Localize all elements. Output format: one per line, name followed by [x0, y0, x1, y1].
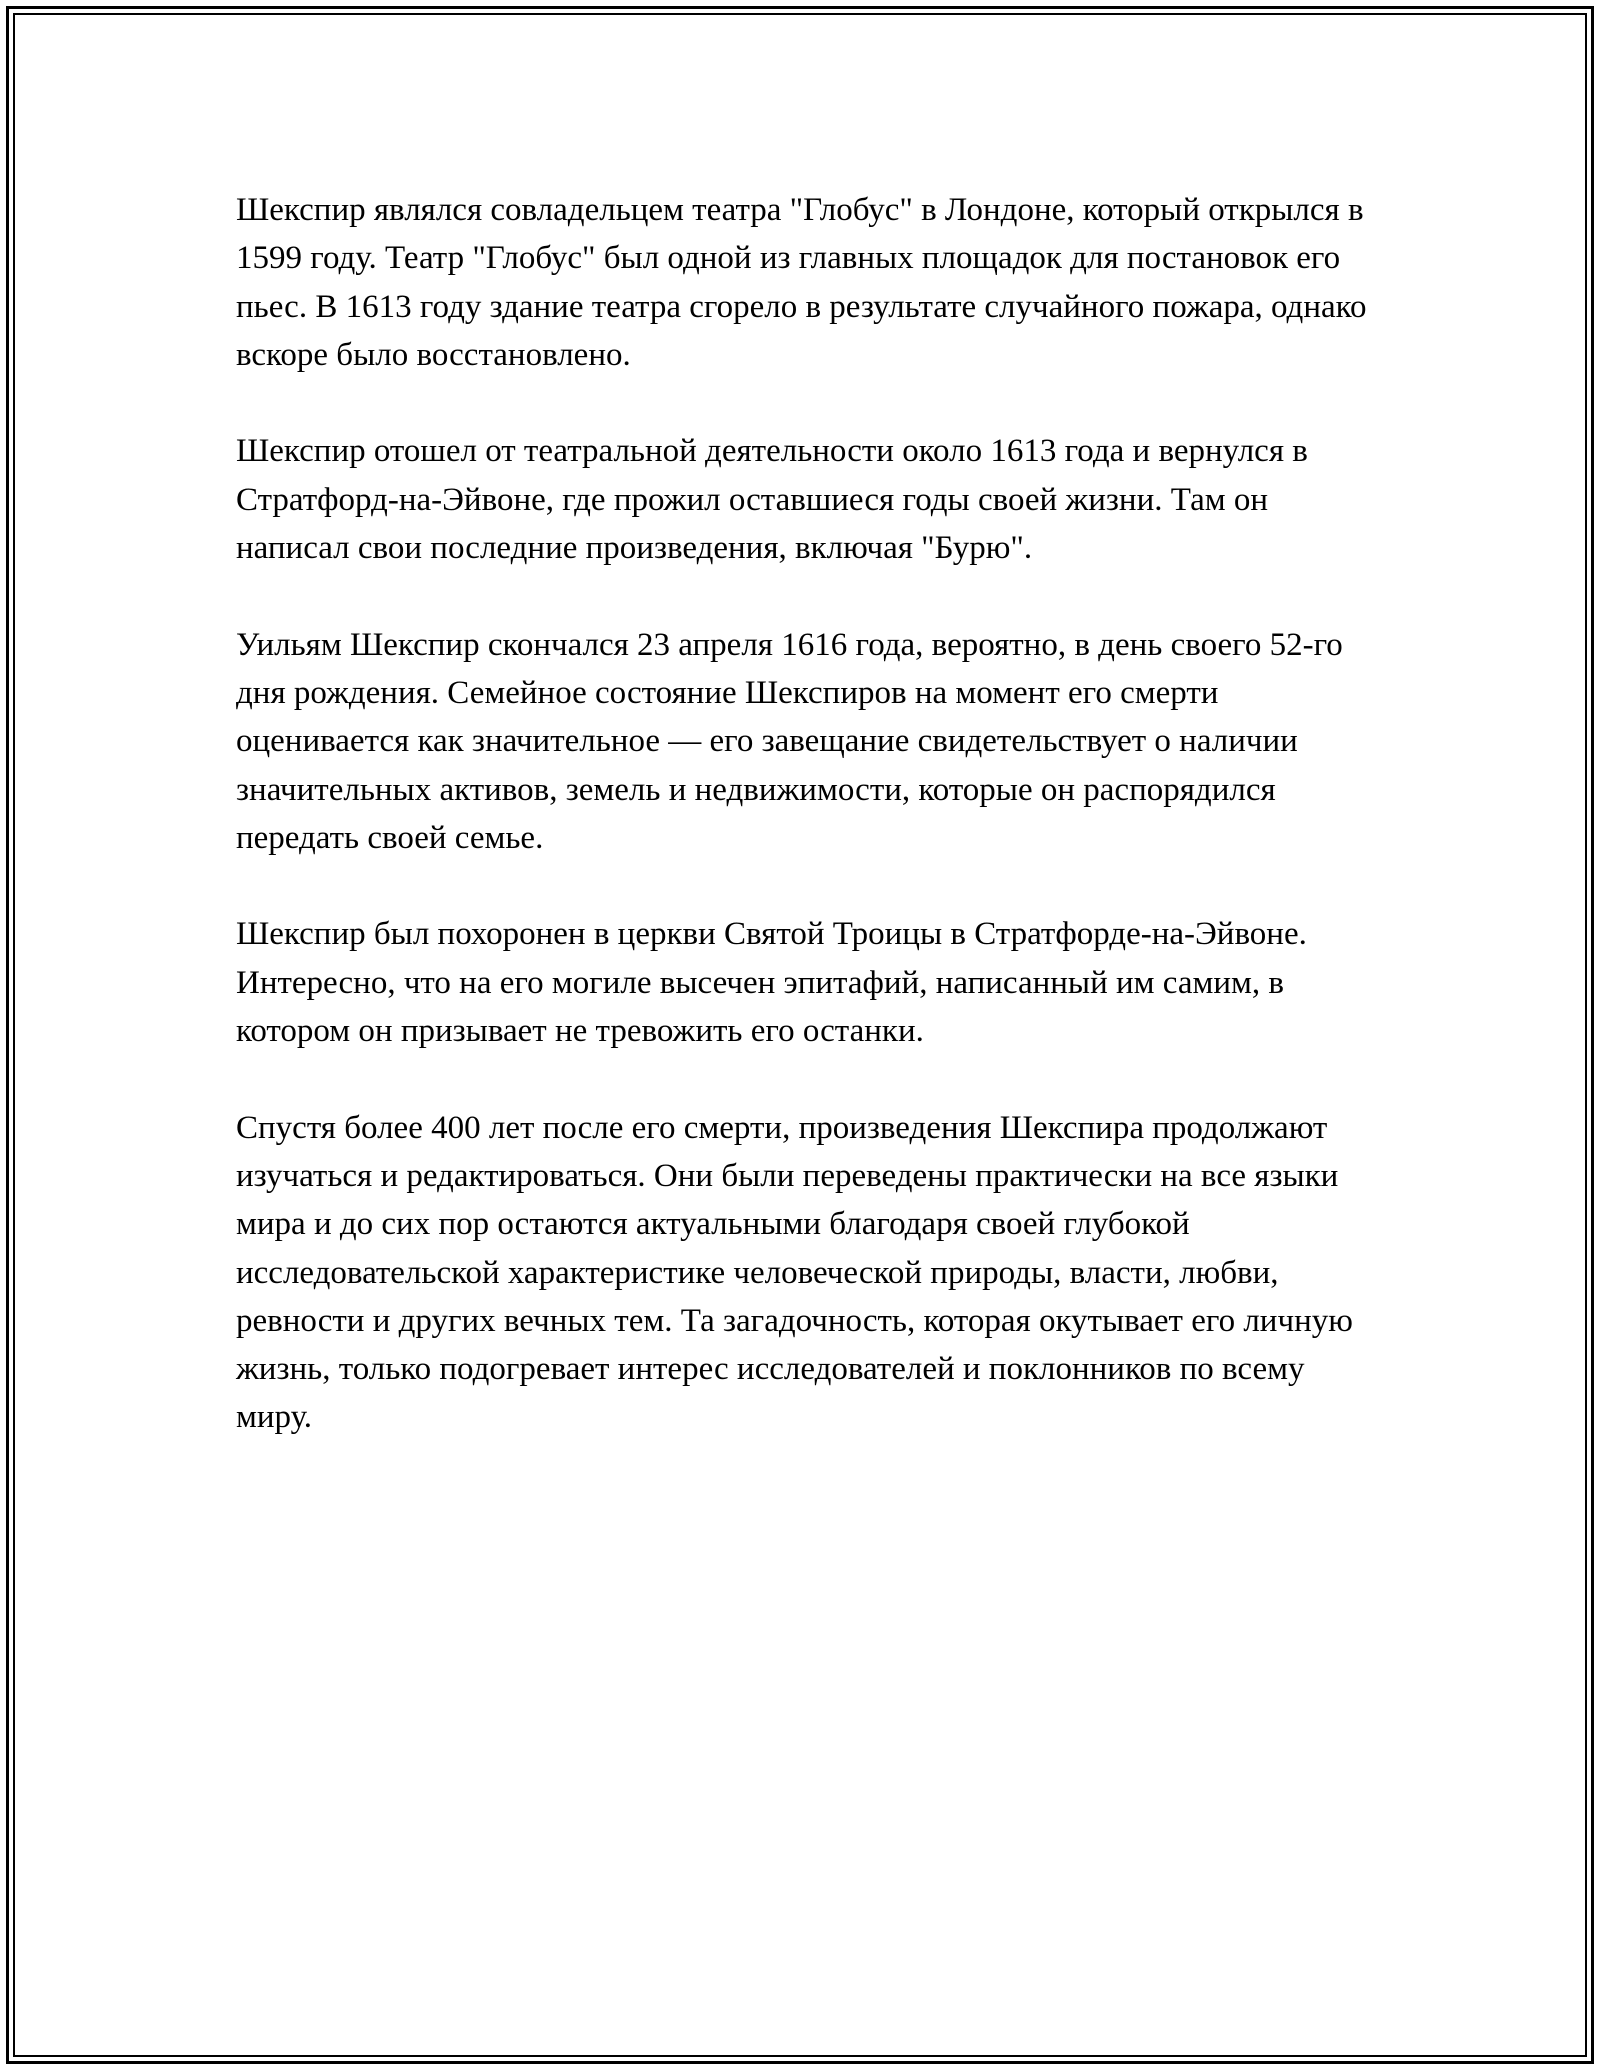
paragraph-legacy: Спустя более 400 лет после его смерти, произведения Шекспира продолжают изучаться и редактироваться. Они были переведены практически на все языки мира и до сих пор остаются актуальными благодаря своей глубокой исследовательской характеристике человеческой природы, власти, любви, ревности и других вечных тем. Та загадочность, которая окутывает его личную жизнь, только подогревает интерес исследователей и поклонников по всему миру. [236, 1109, 1353, 1436]
paragraph-burial: Шекспир был похоронен в церкви Святой Троицы в Стратфорде-на-Эйвоне. Интересно, что на его могиле высечен эпитафий, написанный им самим, в котором он призывает не тревожить его останки. [236, 916, 1307, 1050]
paragraph-retirement: Шекспир отошел от театральной деятельности около 1613 года и вернулся в Стратфорд-на-Эйвоне, где прожил оставшиеся годы своей жизни. Там он написал свои последние произведения, включая "Бурю". [236, 433, 1308, 567]
document-body [236, 186, 1376, 1442]
paragraph-death: Уильям Шекспир скончался 23 апреля 1616 года, вероятно, в день своего 52-го дня рождения. Семейное состояние Шекспиров на момент его смерти оценивается как значительное — его завещание свидетельствует о наличии значительных активов, земель и недвижимости, которые он распорядился передать своей семье. [236, 626, 1343, 856]
paragraph-globe-theatre: Шекспир являлся совладельцем театра "Глобус" в Лондоне, который открылся в 1599 году. Театр "Глобус" был одной из главных площадок для постановок его пьес. В 1613 году здание театра сгорело в результате случайного пожара, однако вскоре было восстановлено. [236, 192, 1367, 373]
